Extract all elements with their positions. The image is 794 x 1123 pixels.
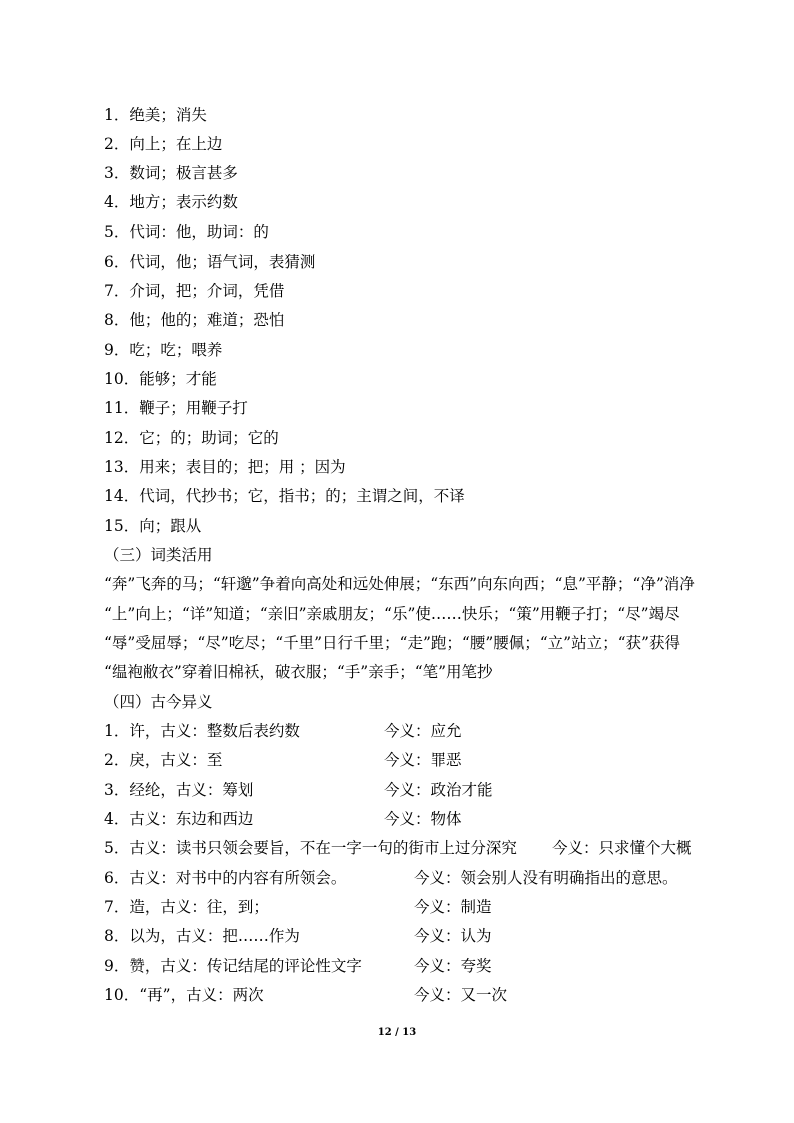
modern-meaning: 今义：认为 [414,927,492,945]
list-item: 7．介词，把；介词，凭借 [104,282,285,300]
ancient-meaning: 3．经纶，古义：筹划 [104,781,254,799]
list-item: 8．他；他的；难道；恐怕 [104,311,285,329]
ancient-meaning: 7．造，古义：往，到； [104,898,269,916]
ancient-meaning: 6．古义：对书中的内容有所领会。 [104,869,347,887]
page-number: 12 / 13 [377,1027,417,1038]
modern-meaning: 今义：物体 [384,810,462,828]
ancient-meaning: 10．“再”，古义：两次 [104,986,264,1004]
list-item: 1．绝美；消失 [104,106,207,124]
ancient-meaning: 4．古义：东边和西边 [104,810,254,828]
modern-meaning: 今义：制造 [414,898,492,916]
list-item: 6．代词，他；语气词，表猜测 [104,253,316,271]
ancient-meaning: 1．许，古义：整数后表约数 [104,722,300,740]
list-item: 2．向上；在上边 [104,135,223,153]
paragraph-line: “奔”飞奔的马；“轩邈”争着向高处和远处伸展；“东西”向东向西；“息”平静；“净”消净 [104,575,695,593]
modern-meaning: 今义：领会别人没有明确指出的意思。 [414,869,678,887]
paragraph-line: “缊袍敝衣”穿着旧棉袄，破衣服；“手”亲手；“笔”用笔抄 [104,663,493,681]
modern-meaning: 今义：罪恶 [384,751,462,769]
modern-meaning: 今义：又一次 [414,986,508,1004]
list-item: 3．数词；极言甚多 [104,164,238,182]
list-item: 9．吃；吃；喂养 [104,341,223,359]
ancient-meaning: 5．古义：读书只领会要旨，不在一字一句的街市上过分深究 [104,839,517,857]
ancient-meaning: 9．赞，古义：传记结尾的评论性文字 [104,957,362,975]
modern-meaning: 今义：应允 [384,722,462,740]
list-item: 10．能够；才能 [104,370,217,388]
list-item: 12．它；的；助词；它的 [104,429,279,447]
list-item: 5．代词：他，助词：的 [104,223,269,241]
list-item: 11．鞭子；用鞭子打 [104,399,248,417]
modern-meaning: 今义：只求懂个大概 [552,839,692,857]
list-item: 15．向；跟从 [104,517,202,535]
section-heading: （四）古今异义 [104,693,213,711]
paragraph-line: “上”向上；“详”知道；“亲旧”亲戚朋友；“乐”使……快乐；“策”用鞭子打；“尽”竭尽 [104,605,680,623]
ancient-meaning: 2．戾，古义：至 [104,751,223,769]
list-item: 14．代词，代抄书；它，指书；的；主谓之间，不译 [104,487,465,505]
list-item: 13．用来；表目的；把；用 ；因为 [104,458,346,476]
modern-meaning: 今义：政治才能 [384,781,493,799]
list-item: 4．地方；表示约数 [104,193,238,211]
ancient-meaning: 8．以为，古义：把……作为 [104,927,300,945]
paragraph-line: “辱”受屈辱；“尽”吃尽；“千里”日行千里；“走”跑；“腰”腰佩；“立”站立；“获”获得 [104,634,680,652]
modern-meaning: 今义：夸奖 [414,957,492,975]
section-heading: （三）词类活用 [104,546,213,564]
